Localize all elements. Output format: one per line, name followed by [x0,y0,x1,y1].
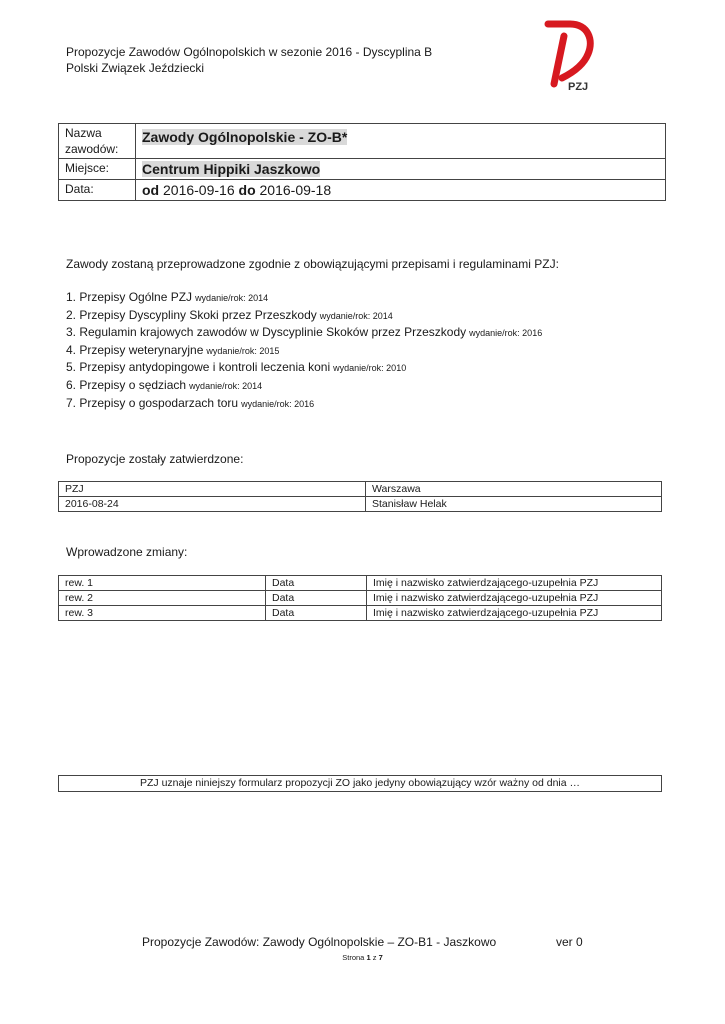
header-title: Propozycje Zawodów Ogólnopolskich w sezonie 2016 - Dyscyplina B [66,45,433,59]
competition-name: Zawody Ogólnopolskie - ZO-B* [142,129,348,145]
competition-place: Centrum Hippiki Jaszkowo [142,161,321,177]
table-row: rew. 2 Data Imię i nazwisko zatwierdzającego-uzupełnia PZJ [59,591,662,606]
place-label: Miejsce: [59,159,136,180]
date-to: 2016-09-18 [259,182,332,198]
list-item: 4. Przepisy weterynaryjne wydanie/rok: 2015 [66,342,280,357]
header-organization: Polski Związek Jeździecki [66,61,205,75]
table-row: PZJ Warszawa [59,482,662,497]
date-from: 2016-09-16 [163,182,235,198]
table-row: rew. 1 Data Imię i nazwisko zatwierdzającego-uzupełnia PZJ [59,576,662,591]
validity-notice: PZJ uznaje niniejszy formularz propozycji ZO jako jedyny obowiązujący wzór ważny od dnia … [58,775,662,792]
list-item: 7. Przepisy o gospodarzach toru wydanie/rok: 2016 [66,395,315,410]
changes-table [58,575,662,621]
competition-info-table [58,123,666,201]
date-label: Data: [59,180,136,201]
name-label: Nazwa zawodów: [59,124,136,159]
list-item: 5. Przepisy antydopingowe i kontroli leczenia koni wydanie/rok: 2010 [66,360,407,375]
logo-text: PZJ [568,81,589,93]
approval-title: Propozycje zostały zatwierdzone: [66,452,244,466]
intro-text: Zawody zostaną przeprowadzone zgodnie z obowiązującymi przepisami i regulaminami PZJ: [66,257,559,271]
list-item: 3. Regulamin krajowych zawodów w Dyscyplinie Skoków przez Przeszkody wydanie/rok: 2016 [66,325,543,340]
footer-title: Propozycje Zawodów: Zawody Ogólnopolskie – ZO-B1 - Jaszkowo [142,935,497,949]
page-number: Strona 1 z 7 [342,953,383,962]
list-item: 6. Przepisy o sędziach wydanie/rok: 2014 [66,377,263,392]
changes-title: Wprowadzone zmiany: [66,545,188,559]
list-item: 1. Przepisy Ogólne PZJ wydanie/rok: 2014 [66,290,269,304]
footer-version: ver 0 [556,935,583,949]
table-row: rew. 3 Data Imię i nazwisko zatwierdzającego-uzupełnia PZJ [59,606,662,621]
table-row: 2016-08-24 Stanisław Helak [59,497,662,512]
pzj-logo [540,18,596,94]
page-header [66,44,432,76]
regulations-list [66,289,542,412]
approval-table [58,481,662,512]
competition-dates: od 2016-09-16 do 2016-09-18 [136,180,666,201]
list-item: 2. Przepisy Dyscypliny Skoki przez Przeszkody wydanie/rok: 2014 [66,307,393,322]
